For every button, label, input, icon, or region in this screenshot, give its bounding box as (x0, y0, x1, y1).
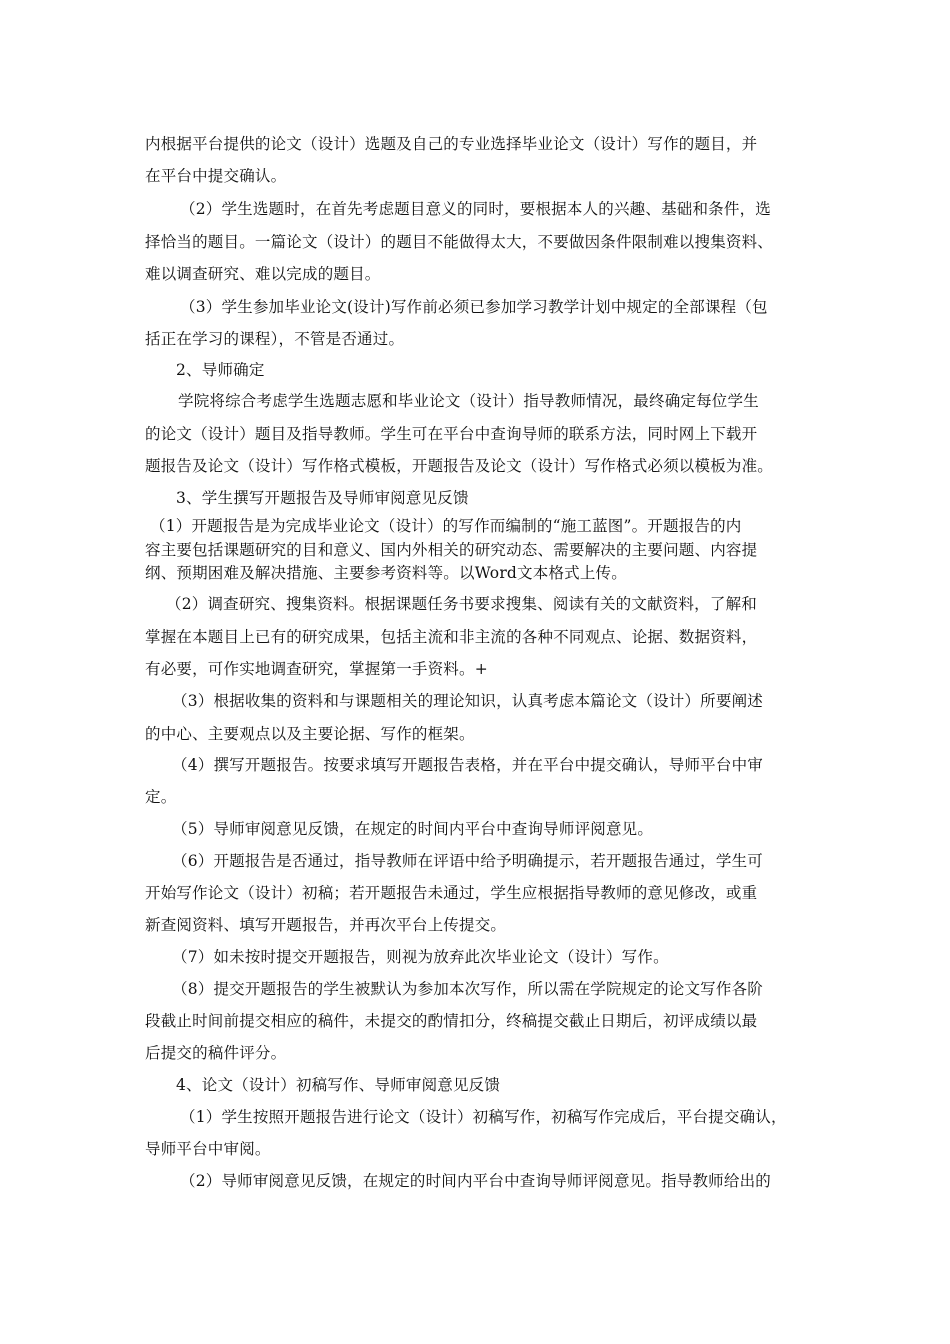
text-line: 掌握在本题目上已有的研究成果，包括主流和非主流的各种不同观点、论据、数据资料， (145, 628, 758, 646)
section-heading: 3、学生撰写开题报告及导师审阅意见反馈 (176, 489, 469, 507)
text-line: 题报告及论文（设计）写作格式模板，开题报告及论文（设计）写作格式必须以模板为准。 (145, 457, 774, 475)
text-line: 的中心、主要观点以及主要论据、写作的框架。 (145, 725, 475, 743)
text-line: 容主要包括课题研究的目和意义、国内外相关的研究动态、需要解决的主要问题、内容提 (145, 541, 758, 559)
text-line: 学院将综合考虑学生选题志愿和毕业论文（设计）指导教师情况，最终确定每位学生 (178, 392, 759, 410)
text-line: 有必要，可作实地调查研究，掌握第一手资料。+ (145, 660, 488, 678)
text-line: 开始写作论文（设计）初稿；若开题报告未通过，学生应根据指导教师的意见修改，或重 (145, 884, 758, 902)
text-line: 难以调查研究、难以完成的题目。 (145, 265, 381, 283)
section-heading: 4、论文（设计）初稿写作、导师审阅意见反馈 (176, 1076, 501, 1094)
text-line: （3）根据收集的资料和与课题相关的理论知识，认真考虑本篇论文（设计）所要阐述 (172, 692, 763, 710)
text-line: 在平台中提交确认。 (145, 167, 287, 185)
text-line: 段截止时间前提交相应的稿件，未提交的酌情扣分，终稿提交截止日期后，初评成绩以最 (145, 1012, 758, 1030)
text-line: 括正在学习的课程），不管是否通过。 (145, 330, 405, 348)
text-line: （2）调查研究、搜集资料。根据课题任务书要求搜集、阅读有关的文献资料，了解和 (166, 595, 757, 613)
section-heading: 2、导师确定 (176, 361, 265, 379)
text-line: 导师平台中审阅。 (145, 1140, 271, 1158)
text-line: （8）提交开题报告的学生被默认为参加本次写作，所以需在学院规定的论文写作各阶 (172, 980, 763, 998)
text-line: （1）开题报告是为完成毕业论文（设计）的写作而编制的“施工蓝图”。开题报告的内 (150, 517, 742, 535)
text-line: （4）撰写开题报告。按要求填写开题报告表格，并在平台中提交确认，导师平台中审 (172, 756, 763, 774)
text-line: 定。 (145, 788, 177, 806)
text-line: （2）学生选题时，在首先考虑题目意义的同时，要根据本人的兴趣、基础和条件，选 (180, 200, 771, 218)
text-line: （1）学生按照开题报告进行论文（设计）初稿写作，初稿写作完成后，平台提交确认， (180, 1108, 787, 1126)
text-line: 后提交的稿件评分。 (145, 1044, 287, 1062)
text-line: 新查阅资料、填写开题报告，并再次平台上传提交。 (145, 916, 507, 934)
text-line: 内根据平台提供的论文（设计）选题及自己的专业选择毕业论文（设计）写作的题目，并 (145, 135, 758, 153)
text-line: （3）学生参加毕业论文(设计)写作前必须已参加学习教学计划中规定的全部课程（包 (180, 298, 768, 316)
text-line: 纲、预期困难及解决措施、主要参考资料等。以Word文本格式上传。 (145, 564, 627, 582)
text-line: 择恰当的题目。一篇论文（设计）的题目不能做得太大，不要做因条件限制难以搜集资料、 (145, 233, 774, 251)
text-line: （7）如未按时提交开题报告，则视为放弃此次毕业论文（设计）写作。 (172, 948, 669, 966)
text-line: （6）开题报告是否通过，指导教师在评语中给予明确提示，若开题报告通过，学生可 (172, 852, 763, 870)
text-line: （2）导师审阅意见反馈，在规定的时间内平台中查询导师评阅意见。指导教师给出的 (180, 1172, 771, 1190)
text-line: （5）导师审阅意见反馈，在规定的时间内平台中查询导师评阅意见。 (172, 820, 654, 838)
text-line: 的论文（设计）题目及指导教师。学生可在平台中查询导师的联系方法，同时网上下载开 (145, 425, 758, 443)
